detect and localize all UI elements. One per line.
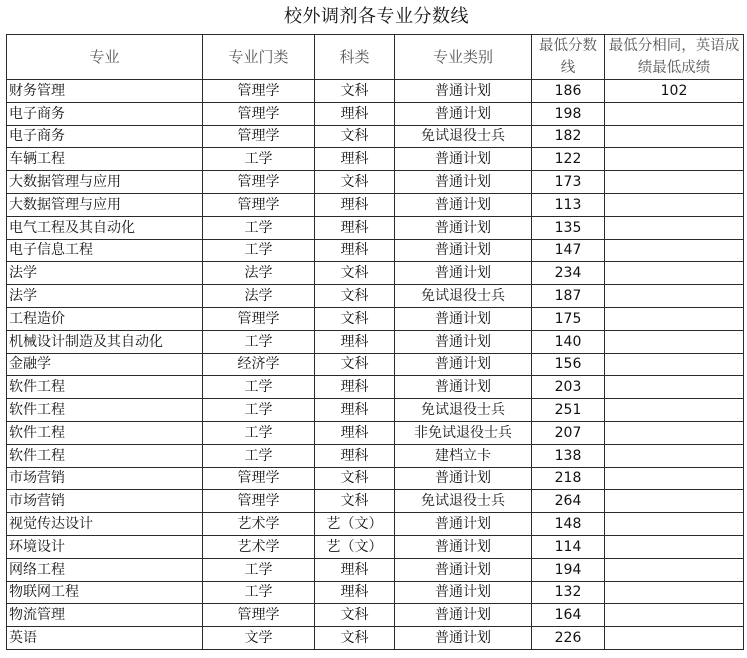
table-row [7,125,744,148]
cell-tie-note [605,239,744,262]
table-row [7,80,744,103]
cell-min-score: 122 [532,148,605,171]
cell-category: 工学 [203,330,315,353]
cell-major: 英语 [7,627,203,650]
cell-min-score: 147 [532,239,605,262]
cell-subject: 文科 [315,627,395,650]
cell-tie-note: 102 [605,80,744,103]
cell-category: 工学 [203,239,315,262]
table-row [7,353,744,376]
header-tie-note: 最低分相同，英语成绩最低成绩 [605,35,744,80]
table-row [7,627,744,650]
cell-major: 视觉传达设计 [7,513,203,536]
cell-subject: 文科 [315,125,395,148]
cell-tie-note [605,627,744,650]
cell-min-score: 186 [532,80,605,103]
cell-category: 工学 [203,399,315,422]
cell-tie-note [605,535,744,558]
cell-type: 免试退役士兵 [395,399,532,422]
table-row [7,102,744,125]
table-row [7,513,744,536]
cell-subject: 理科 [315,376,395,399]
table-row [7,376,744,399]
cell-tie-note [605,262,744,285]
cell-major: 软件工程 [7,444,203,467]
header-subject: 科类 [315,35,395,80]
cell-subject: 理科 [315,444,395,467]
cell-category: 文学 [203,627,315,650]
cell-category: 法学 [203,285,315,308]
table-row [7,535,744,558]
cell-min-score: 187 [532,285,605,308]
cell-tie-note [605,125,744,148]
cell-tie-note [605,376,744,399]
cell-category: 管理学 [203,307,315,330]
cell-type: 非免试退役士兵 [395,421,532,444]
cell-category: 艺术学 [203,535,315,558]
cell-tie-note [605,330,744,353]
cell-subject: 理科 [315,148,395,171]
cell-major: 大数据管理与应用 [7,171,203,194]
cell-major: 软件工程 [7,376,203,399]
cell-type: 普通计划 [395,80,532,103]
cell-major: 机械设计制造及其自动化 [7,330,203,353]
table-row [7,421,744,444]
cell-tie-note [605,307,744,330]
cell-tie-note [605,581,744,604]
cell-type: 免试退役士兵 [395,285,532,308]
cell-type: 普通计划 [395,148,532,171]
cell-category: 管理学 [203,171,315,194]
cell-subject: 理科 [315,102,395,125]
cell-subject: 理科 [315,193,395,216]
cell-type: 普通计划 [395,330,532,353]
cell-major: 市场营销 [7,490,203,513]
cell-subject: 文科 [315,262,395,285]
cell-subject: 文科 [315,285,395,308]
table-row [7,239,744,262]
cell-major: 财务管理 [7,80,203,103]
cell-type: 普通计划 [395,193,532,216]
cell-major: 法学 [7,285,203,308]
cell-type: 普通计划 [395,558,532,581]
cell-subject: 文科 [315,171,395,194]
cell-min-score: 264 [532,490,605,513]
cell-type: 普通计划 [395,376,532,399]
cell-type: 普通计划 [395,262,532,285]
table-row [7,581,744,604]
cell-category: 管理学 [203,467,315,490]
cell-tie-note [605,102,744,125]
cell-min-score: 148 [532,513,605,536]
cell-tie-note [605,216,744,239]
cell-category: 工学 [203,216,315,239]
table-row [7,330,744,353]
cell-subject: 理科 [315,558,395,581]
cell-subject: 理科 [315,581,395,604]
cell-subject: 艺（文） [315,513,395,536]
cell-subject: 文科 [315,467,395,490]
page-title: 校外调剂各专业分数线 [284,6,469,27]
table-row [7,216,744,239]
cell-major: 法学 [7,262,203,285]
cell-min-score: 138 [532,444,605,467]
cell-major: 金融学 [7,353,203,376]
cell-subject: 文科 [315,307,395,330]
cell-min-score: 182 [532,125,605,148]
table-row [7,444,744,467]
cell-subject: 文科 [315,353,395,376]
cell-type: 普通计划 [395,513,532,536]
cell-category: 管理学 [203,80,315,103]
cell-major: 物流管理 [7,604,203,627]
cell-tie-note [605,467,744,490]
cell-category: 艺术学 [203,513,315,536]
cell-min-score: 135 [532,216,605,239]
cell-tie-note [605,193,744,216]
cell-min-score: 203 [532,376,605,399]
cell-tie-note [605,285,744,308]
cell-major: 物联网工程 [7,581,203,604]
cell-subject: 理科 [315,239,395,262]
cell-category: 工学 [203,558,315,581]
cell-major: 软件工程 [7,399,203,422]
table-row [7,285,744,308]
cell-major: 车辆工程 [7,148,203,171]
table-row [7,604,744,627]
cell-min-score: 113 [532,193,605,216]
table-row [7,262,744,285]
cell-min-score: 234 [532,262,605,285]
cell-major: 工程造价 [7,307,203,330]
cell-tie-note [605,558,744,581]
cell-tie-note [605,444,744,467]
cell-min-score: 218 [532,467,605,490]
cell-min-score: 132 [532,581,605,604]
cell-subject: 理科 [315,216,395,239]
cell-subject: 文科 [315,604,395,627]
table-row [7,558,744,581]
cell-category: 工学 [203,421,315,444]
table-row [7,490,744,513]
cell-tie-note [605,604,744,627]
cell-tie-note [605,490,744,513]
table-row [7,307,744,330]
cell-major: 电子商务 [7,102,203,125]
table-row [7,193,744,216]
cell-category: 管理学 [203,102,315,125]
cell-subject: 理科 [315,330,395,353]
cell-type: 普通计划 [395,307,532,330]
cell-type: 普通计划 [395,102,532,125]
table-body [7,80,744,650]
cell-min-score: 173 [532,171,605,194]
cell-min-score: 164 [532,604,605,627]
cell-tie-note [605,171,744,194]
cell-type: 普通计划 [395,353,532,376]
cell-min-score: 175 [532,307,605,330]
table-row [7,467,744,490]
cell-major: 市场营销 [7,467,203,490]
cell-major: 网络工程 [7,558,203,581]
cell-tie-note [605,421,744,444]
cell-type: 普通计划 [395,216,532,239]
cell-subject: 文科 [315,80,395,103]
cell-major: 电气工程及其自动化 [7,216,203,239]
cell-category: 经济学 [203,353,315,376]
cell-min-score: 198 [532,102,605,125]
table-row [7,399,744,422]
cell-tie-note [605,399,744,422]
cell-type: 普通计划 [395,467,532,490]
cell-type: 普通计划 [395,171,532,194]
cell-category: 工学 [203,148,315,171]
header-row [7,35,744,80]
cell-min-score: 156 [532,353,605,376]
header-major: 专业 [7,35,203,80]
cell-type: 免试退役士兵 [395,125,532,148]
cell-type: 普通计划 [395,581,532,604]
cell-tie-note [605,148,744,171]
cell-major: 环境设计 [7,535,203,558]
cell-category: 管理学 [203,604,315,627]
table-row [7,171,744,194]
table-row [7,148,744,171]
cell-type: 普通计划 [395,239,532,262]
cell-category: 法学 [203,262,315,285]
cell-major: 软件工程 [7,421,203,444]
cell-category: 工学 [203,444,315,467]
cell-type: 普通计划 [395,627,532,650]
cell-type: 建档立卡 [395,444,532,467]
cell-min-score: 226 [532,627,605,650]
cell-type: 免试退役士兵 [395,490,532,513]
header-type: 专业类别 [395,35,532,80]
cell-type: 普通计划 [395,604,532,627]
cell-subject: 理科 [315,399,395,422]
cell-min-score: 140 [532,330,605,353]
score-table [6,34,744,650]
cell-subject: 艺（文） [315,535,395,558]
cell-category: 管理学 [203,193,315,216]
cell-type: 普通计划 [395,535,532,558]
header-category: 专业门类 [203,35,315,80]
cell-category: 工学 [203,581,315,604]
cell-category: 工学 [203,376,315,399]
cell-subject: 理科 [315,421,395,444]
cell-tie-note [605,513,744,536]
cell-major: 大数据管理与应用 [7,193,203,216]
cell-tie-note [605,353,744,376]
cell-major: 电子商务 [7,125,203,148]
cell-category: 管理学 [203,490,315,513]
cell-min-score: 114 [532,535,605,558]
cell-major: 电子信息工程 [7,239,203,262]
cell-min-score: 194 [532,558,605,581]
cell-category: 管理学 [203,125,315,148]
cell-min-score: 207 [532,421,605,444]
cell-subject: 文科 [315,490,395,513]
header-min-score: 最低分数线 [532,35,605,80]
cell-min-score: 251 [532,399,605,422]
